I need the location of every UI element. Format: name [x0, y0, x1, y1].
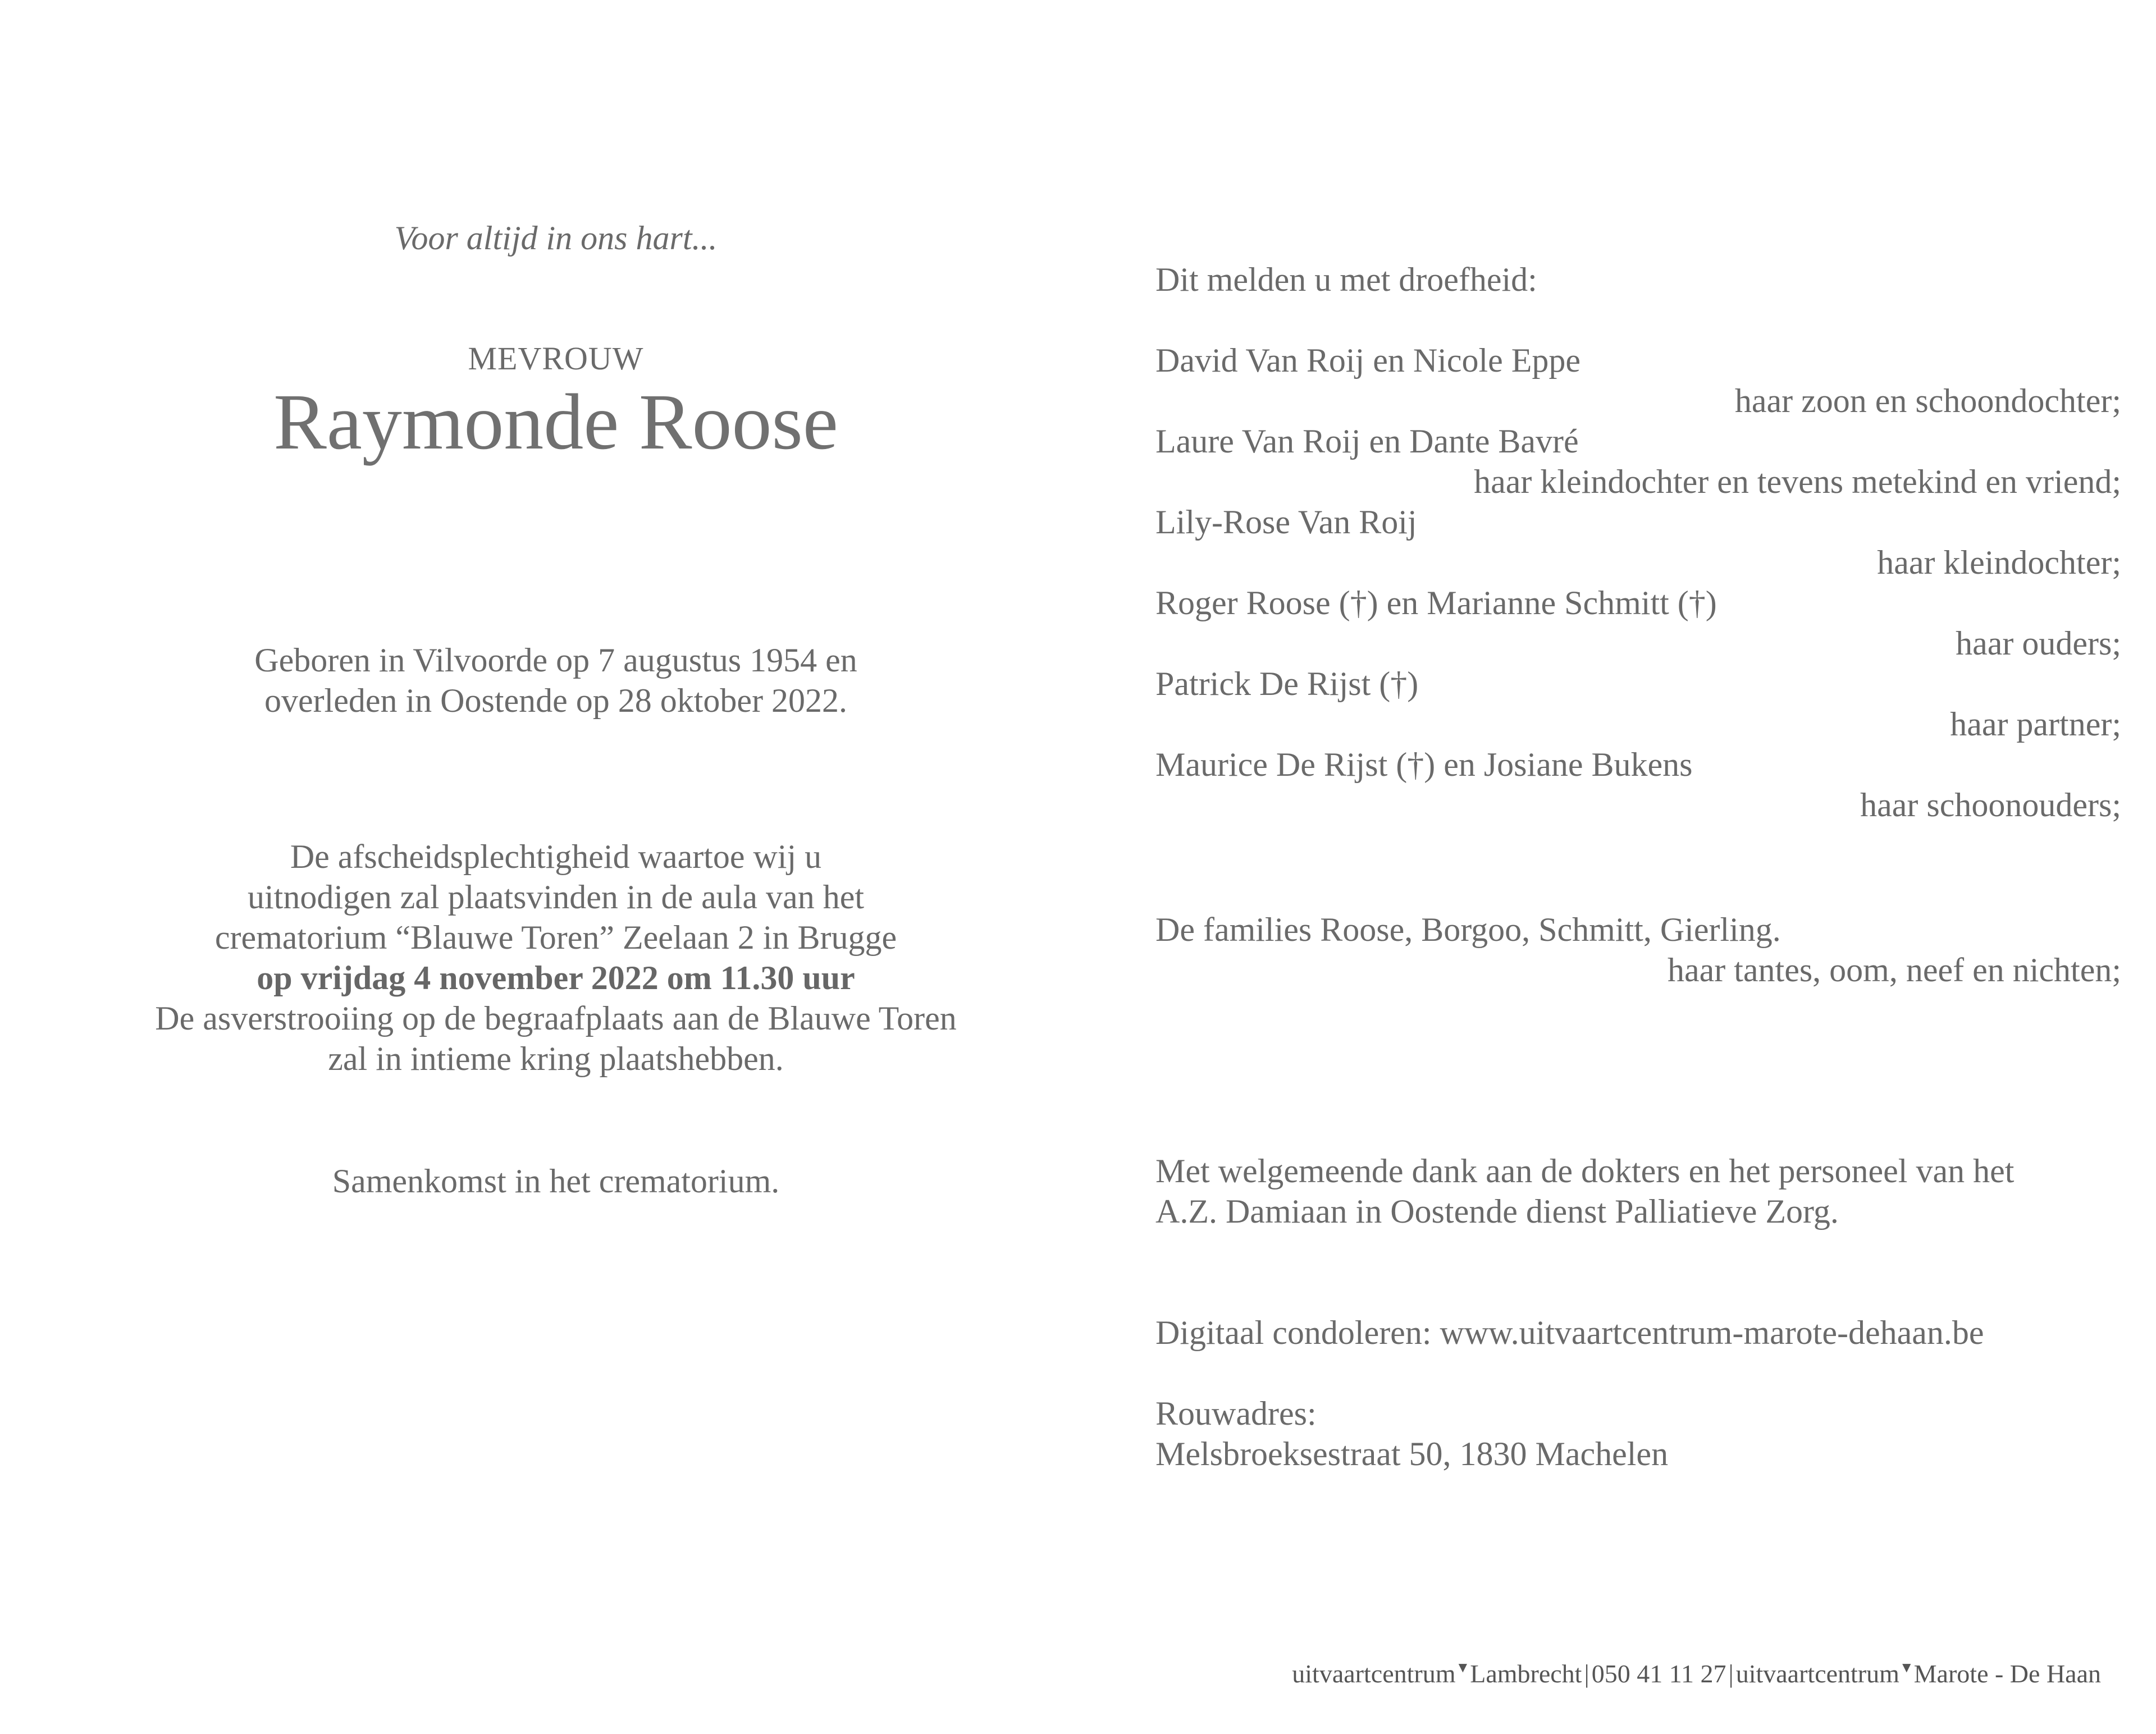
born-line-2: overleden in Oostende op 28 oktober 2022.	[264, 682, 848, 719]
born-line-1: Geboren in Vilvoorde op 7 augustus 1954 en	[254, 642, 857, 679]
divider: |	[1584, 1659, 1589, 1688]
mourner-names: Patrick De Rijst (†)	[1155, 665, 1419, 702]
ash-line-2: zal in intieme kring plaatshebben.	[328, 1040, 784, 1077]
intro: Dit melden u met droefheid:	[1155, 261, 1537, 298]
thanks-line-2: A.Z. Damiaan in Oostende dienst Palliatieve Zorg.	[1155, 1193, 1839, 1230]
mourner-relation: haar kleindochter;	[1877, 544, 2121, 581]
mourner-relation: haar kleindochter en tevens metekind en vriend;	[1474, 463, 2121, 500]
motto: Voor altijd in ons hart...	[394, 219, 718, 257]
thanks-line-1: Met welgemeende dank aan de dokters en het personeel van het	[1155, 1152, 2015, 1189]
address-label: Rouwadres:	[1155, 1395, 1317, 1432]
divider: |	[1728, 1659, 1734, 1688]
thanks-block	[1155, 1151, 2121, 1232]
service-line-2: uitnodigen zal plaatsvinden in de aula van het	[248, 879, 864, 916]
address-text: Melsbroeksestraat 50, 1830 Machelen	[1155, 1435, 1669, 1472]
mourner-names: Laure Van Roij en Dante Bavré	[1155, 423, 1579, 460]
mourner-names: Maurice De Rijst (†) en Josiane Bukens	[1155, 746, 1693, 783]
honorific: MEVROUW	[468, 340, 644, 377]
footer-word-1: uitvaartcentrum	[1292, 1659, 1456, 1688]
families-relation: haar tantes, oom, neef en nichten;	[1667, 951, 2121, 989]
families-names: De families Roose, Borgoo, Schmitt, Gierling.	[1155, 911, 1781, 948]
birth-death-block	[67, 640, 1044, 721]
deceased-name: Raymonde Roose	[273, 377, 838, 466]
mourner-relation: haar schoonouders;	[1860, 786, 2121, 823]
footer-place-2: Marote - De Haan	[1913, 1659, 2101, 1688]
footer-place-1: Lambrecht	[1470, 1659, 1582, 1688]
service-line-3: crematorium “Blauwe Toren” Zeelaan 2 in Brugge	[214, 919, 897, 956]
ash-line-1: De asverstrooiing op de begraafplaats aan de Blauwe Toren	[155, 1000, 957, 1037]
service-line-1: De afscheidsplechtigheid waartoe wij u	[290, 838, 822, 875]
funeral-home-footer	[1292, 1659, 2101, 1689]
triangle-marker-icon: ▼	[1899, 1659, 1914, 1676]
mourner-relation: haar ouders;	[1956, 625, 2121, 662]
service-date: op vrijdag 4 november 2022 om 11.30 uur	[257, 959, 855, 996]
families-block	[1155, 909, 2121, 990]
mourner-names: David Van Roij en Nicole Eppe	[1155, 342, 1581, 379]
mourner-names: Lily-Rose Van Roij	[1155, 504, 1417, 541]
mourner-relation: haar zoon en schoondochter;	[1734, 382, 2121, 419]
mourners-list	[1155, 340, 2121, 825]
triangle-marker-icon: ▼	[1455, 1659, 1470, 1676]
footer-phone: 050 41 11 27	[1591, 1659, 1726, 1688]
mourner-names: Roger Roose (†) en Marianne Schmitt (†)	[1155, 584, 1717, 621]
address-block	[1155, 1393, 2121, 1474]
footer-word-2: uitvaartcentrum	[1735, 1659, 1899, 1688]
mourner-relation: haar partner;	[1950, 706, 2121, 743]
gathering: Samenkomst in het crematorium.	[332, 1163, 780, 1200]
condolence-website: Digitaal condoleren: www.uitvaartcentrum-marote-dehaan.be	[1155, 1314, 1984, 1351]
service-block	[67, 836, 1044, 1079]
